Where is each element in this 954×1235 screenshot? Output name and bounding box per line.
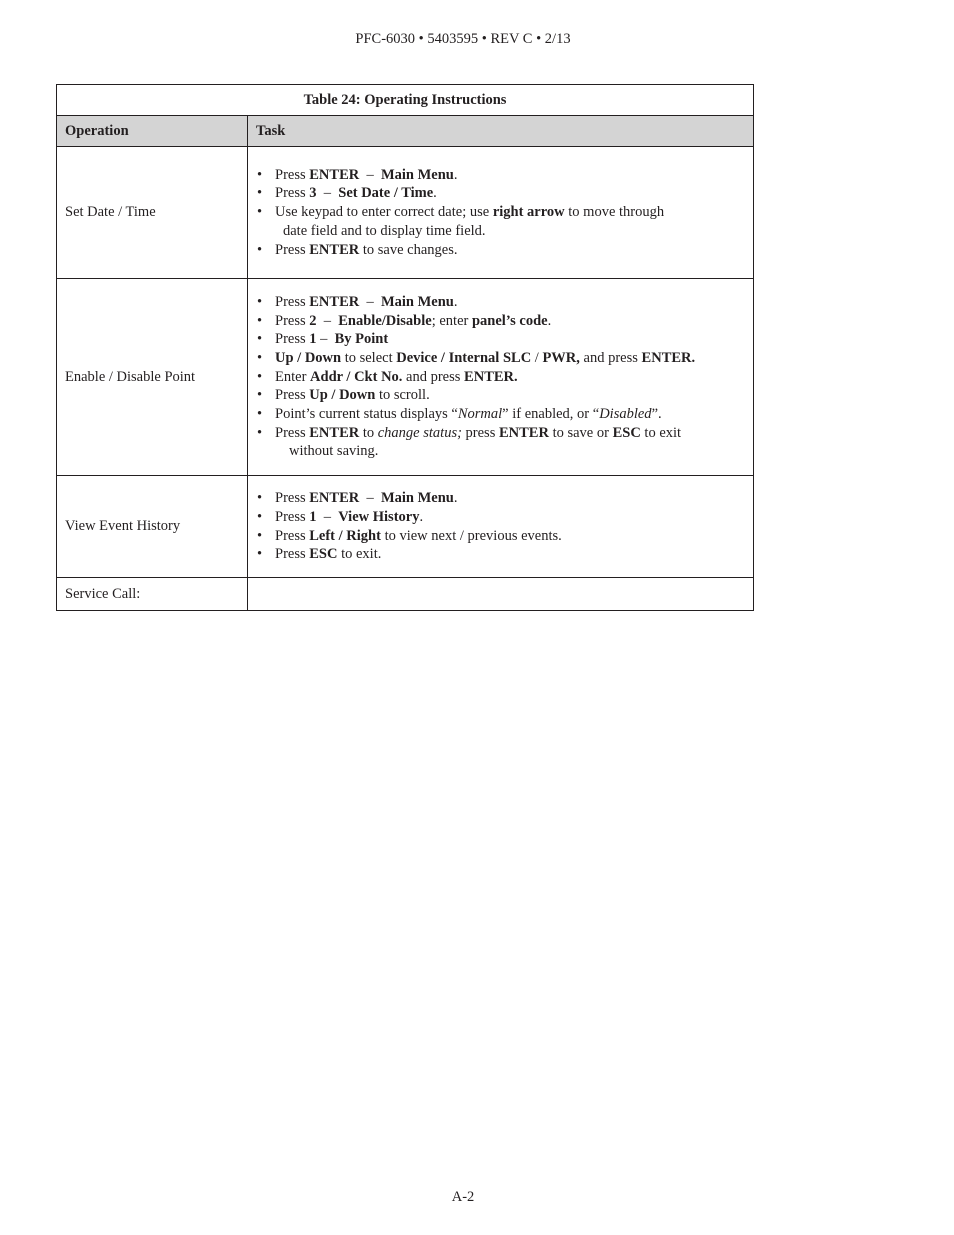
column-header-task: Task — [248, 116, 754, 147]
task-item: • Press 1 – View History. — [256, 508, 745, 527]
task-item: • Press ESC to exit. — [256, 545, 745, 564]
operation-cell: View Event History — [57, 476, 248, 578]
task-item: • Press 2 – Enable/Disable; enter panel’s code. — [256, 312, 745, 331]
table-row — [57, 279, 754, 476]
task-item: • Press ENTER to change status; press ENTER to save or ESC to exit without saving. — [256, 424, 745, 461]
task-item: • Press ENTER – Main Menu. — [256, 166, 745, 185]
task-list — [256, 166, 745, 260]
operation-cell: Enable / Disable Point — [57, 279, 248, 476]
task-cell — [248, 147, 754, 279]
task-item: • Use keypad to enter correct date; use right arrow to move through date field and to display time field. — [256, 203, 745, 240]
operation-cell: Service Call: — [57, 578, 248, 611]
task-cell — [248, 279, 754, 476]
task-item: • Press Up / Down to scroll. — [256, 386, 745, 405]
service-call-entry-cell — [248, 578, 754, 611]
page-header: PFC-6030 • 5403595 • REV C • 2/13 — [355, 31, 571, 47]
task-item: • Press ENTER – Main Menu. — [256, 293, 745, 312]
operation-cell: Set Date / Time — [57, 147, 248, 279]
task-item: • Press Left / Right to view next / previous events. — [256, 527, 745, 546]
table-caption: Table 24: Operating Instructions — [57, 85, 754, 116]
task-item: • Press ENTER – Main Menu. — [256, 489, 745, 508]
task-item: • Press 1 – By Point — [256, 330, 745, 349]
operating-instructions-table — [56, 84, 754, 611]
task-cell — [248, 476, 754, 578]
column-header-operation: Operation — [57, 116, 248, 147]
page-number: A-2 — [451, 1189, 475, 1205]
task-item: • Point’s current status displays “Normal” if enabled, or “Disabled”. — [256, 405, 745, 424]
table-row — [57, 476, 754, 578]
task-item: • Up / Down to select Device / Internal SLC / PWR, and press ENTER. — [256, 349, 745, 368]
task-list — [256, 489, 745, 564]
task-item: • Press 3 – Set Date / Time. — [256, 184, 745, 203]
table-row — [57, 578, 754, 611]
task-item: • Press ENTER to save changes. — [256, 241, 745, 260]
table-row — [57, 147, 754, 279]
task-item: • Enter Addr / Ckt No. and press ENTER. — [256, 368, 745, 387]
task-list — [256, 293, 745, 461]
table-header-row — [57, 116, 754, 147]
